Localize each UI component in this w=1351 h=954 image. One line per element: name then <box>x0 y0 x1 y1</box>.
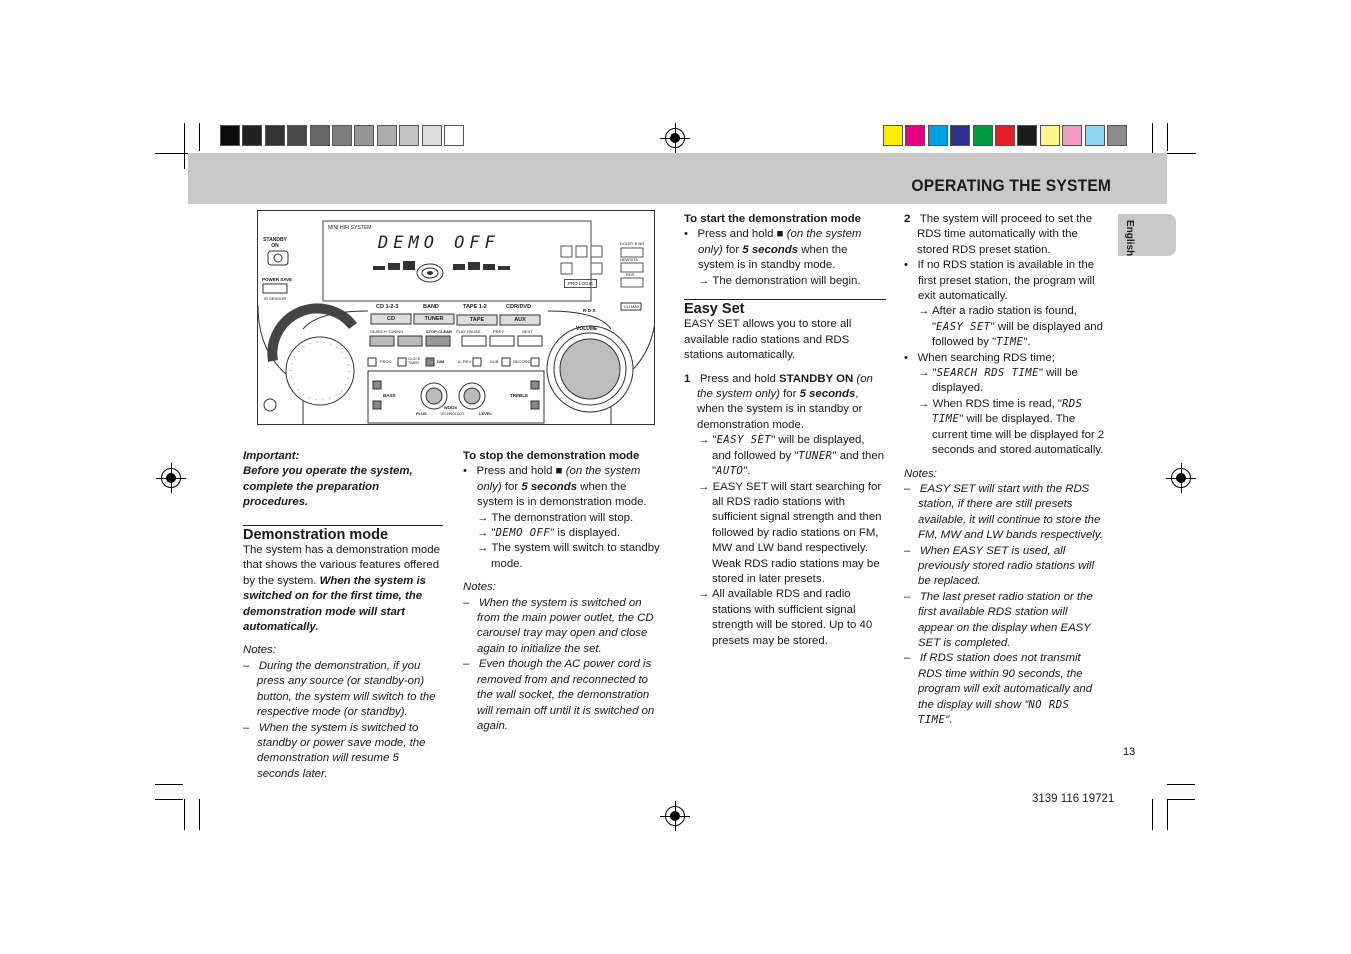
bullet-text: 5 seconds <box>742 243 799 256</box>
bullet-text: (on the system only) <box>698 228 862 256</box>
source-label-tape: TAPE 1-2 <box>463 304 487 310</box>
note-item: – When the system is switched to standby or power save mode, the demonstration will resume 5 seconds later. <box>243 721 426 780</box>
arrow-item: → After a radio station is found, "EASY SET" will be displayed and followed by "TIME". <box>918 305 1103 349</box>
arrow-text: will be displayed and followed by <box>932 320 1103 349</box>
lcd-text: NO RDS TIME <box>918 698 1070 726</box>
color-swatch <box>995 125 1015 146</box>
arrow-text: The demonstration will begin. <box>712 274 861 287</box>
note-text: If RDS station does not transmit RDS time within 90 seconds, the program will exit automatically and the display will show <box>918 652 1093 711</box>
note-text: When EASY SET is used, all previously stored radio stations will be replaced. <box>918 544 1094 588</box>
important-text: Before you operate the system, complete the preparation procedures. <box>243 465 413 509</box>
step-text: (on the system only) <box>697 372 873 401</box>
color-swatch <box>444 125 464 146</box>
bullet-text: when the system is in demonstration mode. <box>477 480 647 509</box>
divider <box>684 299 886 300</box>
crop-mark <box>184 123 185 169</box>
notes-label: Notes: <box>904 467 937 480</box>
color-swatch <box>377 125 397 146</box>
registration-mark-icon <box>665 806 685 826</box>
step-text: for <box>779 388 800 401</box>
arrow-icon: → <box>698 588 710 601</box>
arrow-text: The demonstration will stop. <box>491 511 634 524</box>
column-3 <box>684 212 886 649</box>
bullet-text: Press and hold <box>697 228 777 241</box>
easy-set-intro: EASY SET allows you to store all available radio stations and RDS stations automatically. <box>684 318 852 362</box>
note-text: During the demonstration, if you press any source (or standby-on) button, the system will switch to the respective mode (or standby). <box>257 659 436 719</box>
lcd-text: TIME <box>996 336 1024 349</box>
arrow-text: will be displayed. <box>932 367 1078 395</box>
page-number: 13 <box>1123 746 1136 758</box>
arrow-icon: → <box>477 511 489 524</box>
note-text: EASY SET will start with the RDS station, if there are still presets available, it will continue to store the FM, MW and LW bands respectively. <box>918 482 1103 542</box>
color-swatch <box>310 125 330 146</box>
crop-mark <box>199 123 200 151</box>
step-number: 2 <box>904 213 911 225</box>
stop-clear-label: STOP·CLEAR <box>426 329 452 334</box>
bullet-text: (on the system only) <box>477 465 641 493</box>
step-text: STANDBY ON <box>779 372 854 385</box>
registration-mark-icon <box>1171 468 1191 488</box>
color-swatch <box>332 125 352 146</box>
dolby-label: DOLBY B NR <box>620 241 645 246</box>
bullet-item: • Press and hold ■ (on the system only) for 5 seconds when the system is in standby mode. <box>684 228 862 272</box>
color-swatch <box>950 125 970 146</box>
arrow-item: → "DEMO OFF" is displayed. <box>477 527 621 540</box>
volume-label: VOLUME <box>576 326 598 332</box>
start-demo-heading: To start the demonstration mode <box>684 213 861 225</box>
page-title: OPERATING THE SYSTEM <box>911 176 1111 195</box>
arrow-text: and then <box>836 449 885 462</box>
tuner-button: TUNER <box>424 316 444 322</box>
document-code: 3139 116 19721 <box>1032 793 1115 805</box>
crop-mark <box>1167 799 1168 830</box>
prog-label: PROG <box>380 359 392 364</box>
tape-button: TAPE <box>469 317 485 323</box>
section-title-easy-set: Easy Set <box>684 301 745 318</box>
bullet-text: If no RDS station is available in the first preset station, the program will exit automatically. <box>917 259 1095 303</box>
note-text: When the system is switched on from the main power outlet, the CD carousel tray may open and close again to initialize the set. <box>477 596 654 655</box>
record-label: RECORD <box>513 359 531 364</box>
color-swatch <box>1062 125 1082 146</box>
note-item: – Even though the AC power cord is removed from and reconnected to the wall socket, the demonstration will remain off until it is switched on again. <box>463 658 655 732</box>
technology-label: TECHNOLOGY <box>440 412 465 416</box>
arrow-item <box>463 541 663 572</box>
language-tab <box>1118 214 1176 256</box>
ir-sensor-label: IR SENSOR <box>264 296 287 301</box>
step-text: 5 seconds <box>799 388 856 401</box>
color-swatch <box>354 125 374 146</box>
step-text: Press and hold <box>699 372 779 385</box>
note-text: Even though the AC power cord is removed from and reconnected to the wall socket, the demonstration will remain off until it is switched on again. <box>477 658 655 732</box>
divider <box>243 525 443 526</box>
important-label: Important: <box>243 450 300 462</box>
lcd-text: DEMO OFF <box>495 527 551 540</box>
device-front-panel-illustration <box>257 210 655 425</box>
crop-mark <box>184 799 185 830</box>
step-text: , when the system is in standby or demonstration mode. <box>697 388 863 431</box>
standby-label: STANDBY ON <box>263 237 287 249</box>
arrow-text: All available RDS and radio stations with sufficient signal strength will be stored. Up to 40 presets may be stored. <box>711 588 873 647</box>
color-swatch <box>905 125 925 146</box>
arrow-item <box>684 274 886 289</box>
arrow-icon: → <box>477 542 489 555</box>
arrow-text: will be displayed, and followed by <box>712 434 865 462</box>
section-title-demonstration: Demonstration mode <box>243 526 389 543</box>
lcd-text: AUTO <box>716 465 744 478</box>
arrow-item: → When RDS time is read, "RDS TIME" will be displayed. The current time will be displayed for 2 seconds and stored automatically. <box>918 397 1105 457</box>
crop-mark <box>1167 123 1168 151</box>
prev-label: PREV <box>493 329 504 334</box>
crop-mark <box>1167 784 1195 785</box>
arrow-text: The system will switch to standby mode. <box>491 542 660 570</box>
notes-label: Notes: <box>243 644 276 657</box>
column-4 <box>904 212 1106 728</box>
arrow-text: will be displayed. The current time will be displayed for 2 seconds and stored automatically. <box>932 413 1105 457</box>
arrow-text: When RDS time is read, <box>932 397 1058 410</box>
arrow-icon: → <box>918 367 930 380</box>
note-item: – EASY SET will start with the RDS station, if there are still presets available, it will continue to store the FM, MW and LW bands respectively. <box>904 482 1103 542</box>
note-item: – If RDS station does not transmit RDS time within 90 seconds, the program will exit automatically and the display will show "NO RDS TIME". <box>904 652 1093 726</box>
search-tuning-label: SEARCH·TUNING <box>370 329 404 334</box>
level-label: LEVEL <box>479 411 492 416</box>
lcd-text: TUNER <box>798 449 833 462</box>
bullet-text: 5 seconds <box>521 480 578 493</box>
registration-mark-icon <box>161 468 181 488</box>
cd-max-label: CD MAX <box>624 304 640 309</box>
color-swatch <box>928 125 948 146</box>
bullet-text: for <box>501 480 522 493</box>
dub-label: DUB <box>490 359 499 364</box>
bullet-item: • If no RDS station is available in the first preset station, the program will exit automatically. <box>904 259 1095 303</box>
arrow-text: EASY SET will start searching for all RDS radio stations with sufficient signal strength and then followed by radio stations on FM, MW and LW band respectively. Weak RDS radio stations may be stored in later presets. <box>712 480 882 585</box>
news-ta-label: NEWS/TA <box>620 257 638 262</box>
color-swatch <box>1017 125 1037 146</box>
stop-square-icon: ■ <box>776 228 784 241</box>
rds-logo: R·D·S <box>583 308 596 313</box>
arrow-item <box>684 587 886 649</box>
color-swatch <box>287 125 307 146</box>
lcd-text: SEARCH RDS TIME <box>936 367 1039 380</box>
color-swatch <box>1040 125 1060 146</box>
device-display-text: DEMO OFF <box>378 233 500 253</box>
bullet-text: Press and hold <box>476 465 556 478</box>
lcd-text: RDS TIME <box>932 397 1083 426</box>
arrow-icon: → <box>918 397 930 410</box>
crop-mark <box>199 799 200 830</box>
color-swatch <box>265 125 285 146</box>
color-swatch <box>883 125 903 146</box>
a-rev-label: A. REV <box>458 359 472 364</box>
plus-label: PLUS <box>416 411 427 416</box>
treble-label: TREBLE <box>510 393 528 398</box>
note-item: – When the system is switched on from the main power outlet, the CD carousel tray may open and close again to initialize the set. <box>463 596 654 655</box>
color-swatch <box>399 125 419 146</box>
stop-square-icon: ■ <box>555 465 563 478</box>
column-1 <box>243 449 443 782</box>
play-pause-label: PLAY PAUSE <box>456 329 481 334</box>
demo-body-plain: The system has a demonstration mode that shows the various features offered by the system. <box>243 544 440 587</box>
lcd-text: EASY SET <box>716 434 772 447</box>
bass-label: BASS <box>383 393 396 398</box>
bullet-text: when the system is in standby mode. <box>698 243 848 272</box>
arrow-item <box>684 480 886 588</box>
next-label: NEXT <box>522 329 533 334</box>
clock-timer-label: CLOCK TIMER <box>408 357 421 365</box>
arrow-icon: → <box>698 434 710 447</box>
source-label-cdr: CDR/DVD <box>506 304 532 310</box>
color-swatch <box>422 125 442 146</box>
note-item: – When EASY SET is used, all previously stored radio stations will be replaced. <box>904 544 1094 588</box>
arrow-icon: → <box>698 480 710 493</box>
arrow-icon: → <box>477 527 489 540</box>
arrow-item: → "SEARCH RDS TIME" will be displayed. <box>918 367 1078 395</box>
pro-logic-label: PRO LOGIC <box>564 279 597 288</box>
bullet-item: • Press and hold ■ (on the system only) for 5 seconds when the system is in demonstration mode. <box>463 465 647 509</box>
notes-label: Notes: <box>463 581 496 594</box>
color-swatch <box>1085 125 1105 146</box>
note-item: – The last preset radio station or the first available RDS station will appear on the display when EASY SET is completed. <box>904 590 1093 649</box>
color-swatch <box>242 125 262 146</box>
step-item <box>684 372 886 434</box>
color-swatch <box>220 125 240 146</box>
note-text: The last preset radio station or the first available RDS station will appear on the display when EASY SET is completed. <box>918 590 1093 649</box>
crop-mark <box>1167 799 1195 800</box>
rds-label: RDS <box>626 272 635 277</box>
demo-body-emphasis: When the system is switched on for the first time, the demonstration mode will start automatically. <box>243 574 426 634</box>
arrow-text: is displayed. <box>554 527 621 540</box>
dim-label: DIM <box>437 359 445 364</box>
crop-mark <box>1152 799 1153 830</box>
color-swatch <box>1107 125 1127 146</box>
registration-mark-icon <box>665 128 685 148</box>
cd-button: CD <box>387 316 395 322</box>
step-text: The system will proceed to set the RDS time automatically with the stored RDS preset station. <box>917 213 1093 256</box>
demo-body <box>243 543 443 635</box>
column-2 <box>463 449 663 734</box>
color-swatch <box>973 125 993 146</box>
device-brand-label: MINI HIFI SYSTEM <box>328 225 372 231</box>
crop-mark <box>155 799 183 800</box>
bullet-item: • When searching RDS time; <box>904 351 1055 364</box>
step-item <box>904 212 1106 258</box>
stop-demo-heading: To stop the demonstration mode <box>463 450 640 462</box>
step-number: 1 <box>684 372 691 385</box>
arrow-text: After a radio station is found, <box>931 305 1077 318</box>
language-label: English <box>1124 220 1135 257</box>
lcd-text: EASY SET <box>936 320 991 333</box>
aux-button: AUX <box>514 317 526 323</box>
source-label-cd: CD 1-2-3 <box>376 304 399 310</box>
source-label-band: BAND <box>423 304 439 310</box>
note-text: When the system is switched to standby or power save mode, the demonstration will resume 5 seconds later. <box>257 721 426 780</box>
crop-mark <box>155 784 183 785</box>
bullet-text: When searching RDS time; <box>917 351 1055 364</box>
arrow-icon: → <box>918 305 930 318</box>
bullet-text: for <box>722 243 743 256</box>
arrow-icon: → <box>698 274 710 287</box>
note-item: – During the demonstration, if you press any source (or standby-on) button, the system will switch to the respective mode (or standby). <box>243 659 436 719</box>
power-save-label: POWER SAVE <box>262 277 293 282</box>
wooox-label: wOOx <box>444 405 458 410</box>
arrow-item: → "EASY SET" will be displayed, and followed by "TUNER" and then "AUTO". <box>698 434 885 478</box>
arrow-item <box>463 511 663 526</box>
